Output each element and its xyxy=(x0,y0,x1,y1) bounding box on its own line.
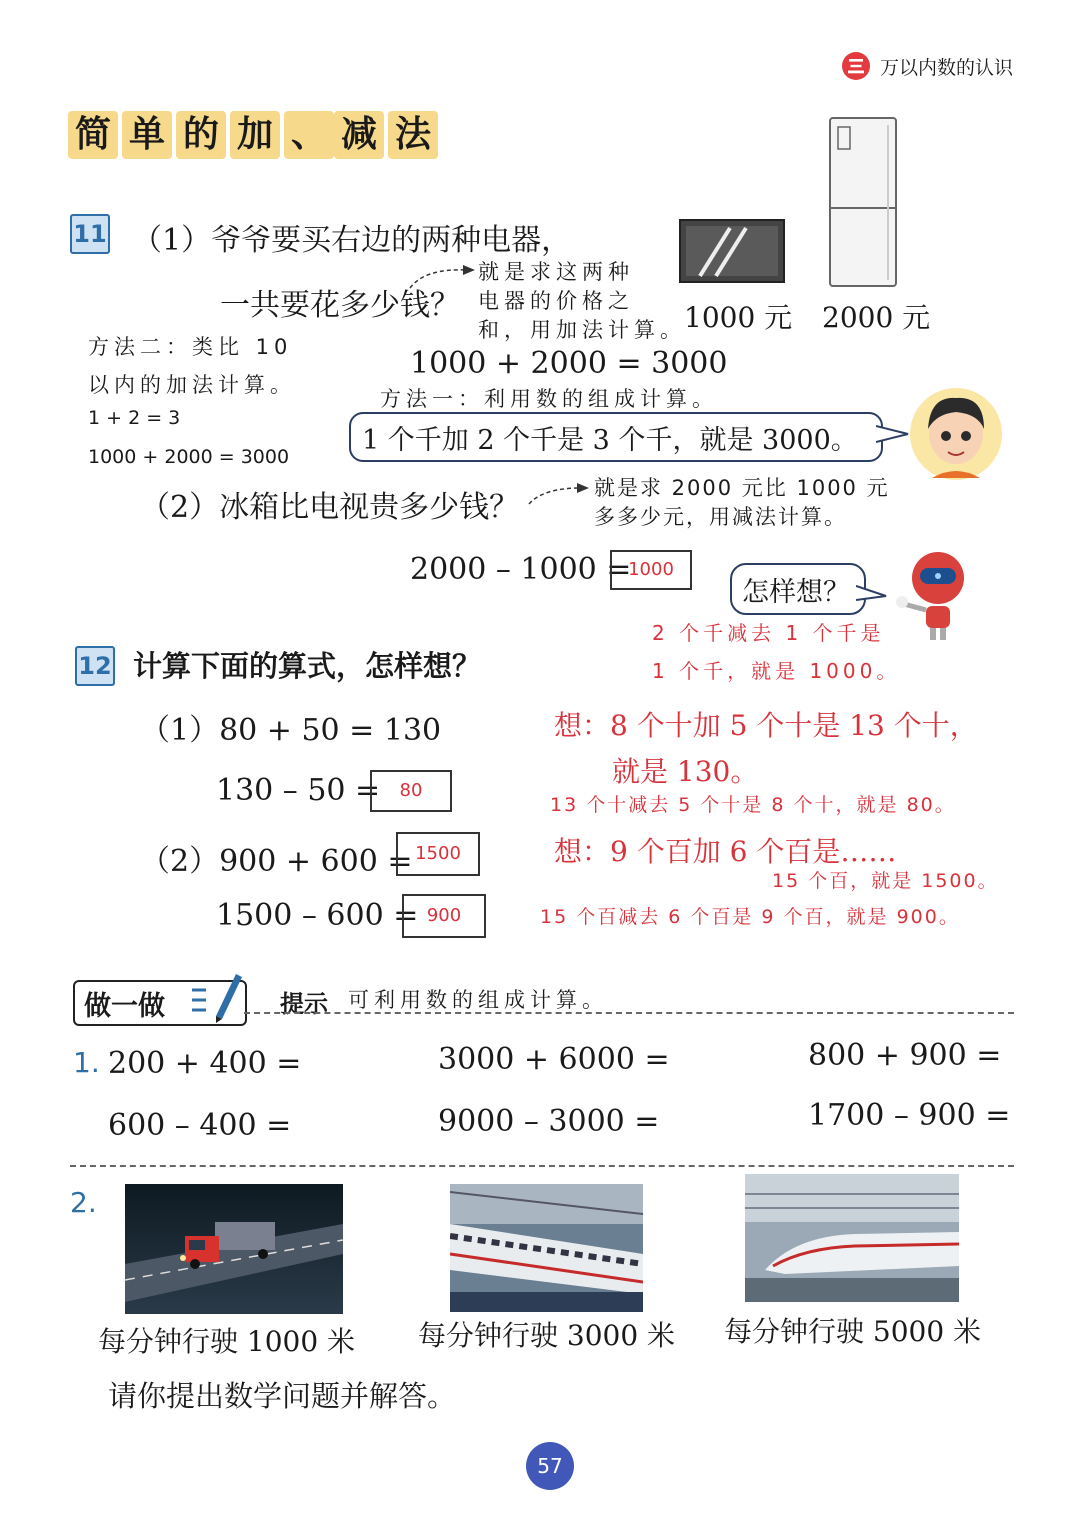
tv-icon xyxy=(678,218,788,288)
problem-11-part1-line2: 一共要花多少钱？ xyxy=(220,288,460,323)
problem-11-part1-line1: （1）爷爷要买右边的两种电器， xyxy=(132,223,572,258)
arrow-icon xyxy=(405,262,480,292)
p12-eq4: 1500 – 600 = xyxy=(216,898,419,933)
chapter-icon xyxy=(842,52,870,80)
robot-note-line: 1 个千，就是 1000。 xyxy=(652,659,901,683)
caption: 每分钟行驶 3000 米 xyxy=(418,1319,676,1352)
method-2-eq2: 1000 + 2000 = 3000 xyxy=(88,446,290,468)
pencil-icon xyxy=(190,968,246,1024)
section-title-char: 、 xyxy=(284,111,334,159)
p12-think-6: 15 个百减去 6 个百是 9 个百，就是 900。 xyxy=(540,906,960,928)
main-equation: 1000 + 2000 = 3000 xyxy=(410,346,728,381)
q2-number: 2. xyxy=(70,1186,97,1219)
page-number: 57 xyxy=(526,1442,574,1490)
q2-prompt: 请你提出数学问题并解答。 xyxy=(108,1379,457,1413)
q1-item: 800 + 900 = xyxy=(808,1038,1002,1073)
q1-item: 9000 – 3000 = xyxy=(438,1104,660,1139)
bubble-tail-icon xyxy=(876,422,912,446)
answer-box: 1500 xyxy=(396,832,480,876)
bubble-text: 1 个千加 2 个千是 3 个千，就是 3000。 xyxy=(362,425,858,456)
robot-icon xyxy=(890,548,982,642)
note-2-line: 就是求 2000 元比 1000 元 xyxy=(594,476,890,500)
q1-item: 200 + 400 = xyxy=(108,1046,302,1081)
caption: 每分钟行驶 1000 米 xyxy=(98,1325,356,1358)
q1-item: 3000 + 6000 = xyxy=(438,1042,670,1077)
note-1-line: 就是求这两种 xyxy=(478,260,634,284)
truck-photo xyxy=(125,1184,343,1314)
method-2 xyxy=(88,328,296,404)
chapter-title: 万以内数的认识 xyxy=(880,57,1014,79)
train-photo xyxy=(450,1184,643,1312)
practice-label: 做一做 xyxy=(84,991,165,1022)
problem-12-badge: 12 xyxy=(75,646,115,686)
divider xyxy=(70,1165,1014,1167)
arrow-icon xyxy=(525,480,593,510)
boy-avatar-icon xyxy=(908,384,1004,484)
tv-price: 1000 元 xyxy=(684,301,793,334)
divider xyxy=(244,1012,1014,1014)
method-2-eq1: 1 + 2 = 3 xyxy=(88,407,181,429)
method-2-line: 以内的加法计算。 xyxy=(88,373,296,397)
section-title-char: 加 xyxy=(230,111,280,159)
section-title-char: 的 xyxy=(176,111,226,159)
p12-think-5: 15 个百，就是 1500。 xyxy=(772,870,999,892)
p12-eq2: 130 – 50 = xyxy=(216,773,381,808)
problem-11-badge: 11 xyxy=(70,214,110,254)
p12-think-1: 想：8 个十加 5 个十是 13 个十， xyxy=(554,709,978,742)
bubble-tail-icon xyxy=(856,582,890,604)
p12-eq1: （1）80 + 50 = 130 xyxy=(140,713,442,748)
note-1-line: 电器的价格之 xyxy=(478,289,634,313)
fridge-icon xyxy=(826,115,900,290)
robot-note-line: 2 个千减去 1 个千是 xyxy=(652,621,885,645)
note-2 xyxy=(594,474,890,532)
section-title-char: 减 xyxy=(334,111,384,159)
p12-think-2: 就是 130。 xyxy=(612,755,759,788)
note-1-line: 和，用加法计算。 xyxy=(478,318,686,342)
note-2-line: 多多少元，用减法计算。 xyxy=(594,505,847,529)
robot-bubble-text: 怎样想？ xyxy=(742,577,850,608)
fridge-price: 2000 元 xyxy=(822,301,931,334)
p12-eq3: （2）900 + 600 = xyxy=(140,844,413,879)
caption: 每分钟行驶 5000 米 xyxy=(724,1315,982,1348)
section-title-char: 简 xyxy=(68,111,118,159)
answer-box: 1000 xyxy=(610,550,692,590)
robot-note xyxy=(652,614,900,690)
q1-item: 1700 – 900 = xyxy=(808,1098,1011,1133)
problem-11-part2: （2）冰箱比电视贵多少钱？ xyxy=(140,490,520,525)
hint-text: 可利用数的组成计算。 xyxy=(348,988,608,1012)
section-title-char: 单 xyxy=(122,111,172,159)
answer-box: 900 xyxy=(402,894,486,938)
section-title-char: 法 xyxy=(388,111,438,159)
answer-box: 80 xyxy=(370,770,452,812)
p12-think-4: 想：9 个百加 6 个百是…… xyxy=(554,835,897,868)
method-2-line: 方法二：类比 10 xyxy=(88,335,293,359)
problem-12-title: 计算下面的算式，怎样想？ xyxy=(133,649,482,683)
note-1 xyxy=(478,258,686,345)
sub-equation: 2000 – 1000 = xyxy=(410,552,632,587)
q1-item: 600 – 400 = xyxy=(108,1108,292,1143)
method-1: 方法一：利用数的组成计算。 xyxy=(380,387,718,411)
high-speed-train-photo xyxy=(745,1174,959,1302)
p12-think-3: 13 个十减去 5 个十是 8 个十，就是 80。 xyxy=(550,794,956,816)
q1-number: 1. xyxy=(73,1046,100,1079)
hint-label: 提示 xyxy=(280,990,328,1018)
